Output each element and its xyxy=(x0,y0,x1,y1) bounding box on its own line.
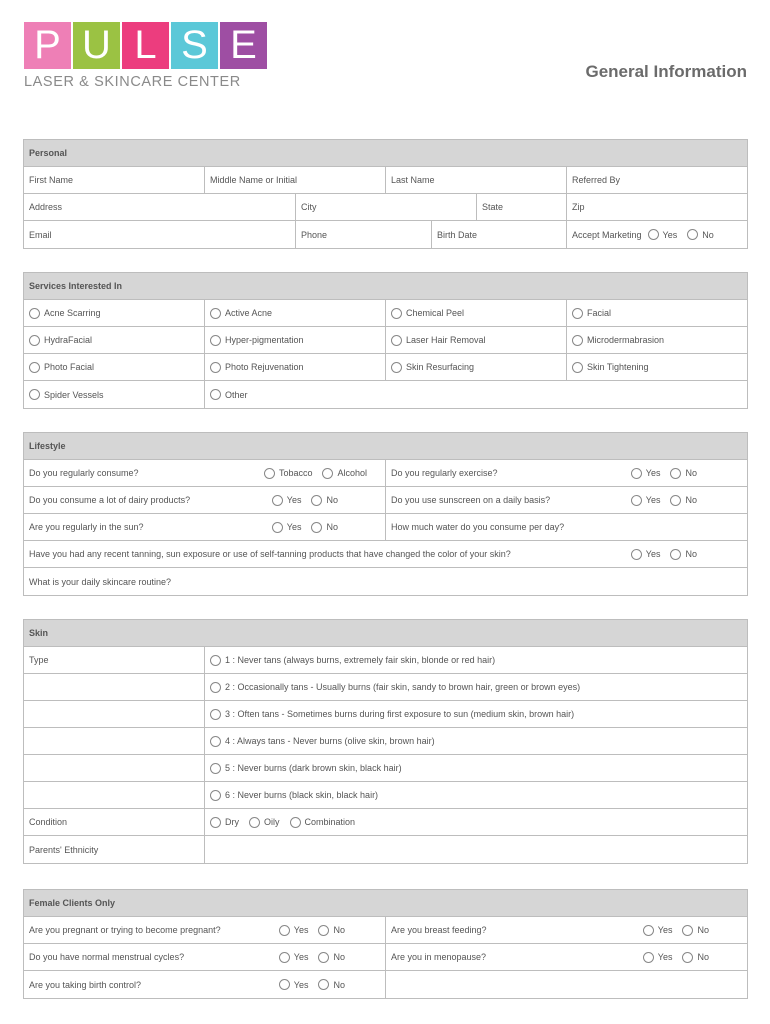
radio-icon xyxy=(279,952,290,963)
service-label: Facial xyxy=(587,308,612,318)
option-label: No xyxy=(333,979,345,990)
question-label: Do you consume a lot of dairy products? xyxy=(29,495,191,505)
radio-icon xyxy=(210,362,221,373)
logo xyxy=(24,22,267,90)
no-option[interactable] xyxy=(682,925,709,936)
radio-icon xyxy=(391,335,402,346)
radio-icon xyxy=(643,925,654,936)
menstrual-question xyxy=(24,944,386,970)
option-label: No xyxy=(702,229,714,240)
services-row xyxy=(24,354,747,381)
yes-option[interactable] xyxy=(272,495,302,506)
yes-option[interactable] xyxy=(631,468,661,479)
radio-icon xyxy=(311,522,322,533)
radio-icon xyxy=(318,925,329,936)
lifestyle-row xyxy=(24,514,747,541)
radio-icon xyxy=(29,362,40,373)
service-active-acne[interactable] xyxy=(205,300,386,326)
yes-option[interactable] xyxy=(643,925,673,936)
radio-icon xyxy=(682,952,693,963)
ethnicity-label: Parents' Ethnicity xyxy=(29,844,99,855)
radio-icon xyxy=(670,468,681,479)
alcohol-option[interactable] xyxy=(322,468,367,479)
option-label: No xyxy=(326,522,338,532)
yes-option[interactable] xyxy=(279,952,309,963)
option-label: No xyxy=(685,495,697,505)
radio-icon xyxy=(643,952,654,963)
no-option[interactable] xyxy=(318,925,345,936)
option-label: 5 : Never burns (dark brown skin, black hair) xyxy=(225,763,402,773)
skin-type-1-option[interactable] xyxy=(205,647,747,673)
option-label: 2 : Occasionally tans - Usually burns (fair skin, sandy to brown hair, green or brown eyes) xyxy=(225,682,581,692)
option-label: Yes xyxy=(645,468,661,478)
empty-cell xyxy=(24,782,205,808)
radio-icon xyxy=(210,389,221,400)
services-row xyxy=(24,381,747,408)
birth-date-field[interactable] xyxy=(432,221,567,248)
yes-option[interactable] xyxy=(272,522,302,533)
service-hydrafacial[interactable] xyxy=(24,327,205,353)
type-label-cell xyxy=(24,647,205,673)
lifestyle-section xyxy=(23,432,748,596)
radio-icon xyxy=(631,549,642,560)
option-label: Yes xyxy=(657,925,673,935)
oily-option[interactable] xyxy=(249,817,280,828)
no-option[interactable] xyxy=(311,522,338,533)
ethnicity-field[interactable] xyxy=(205,836,747,863)
radio-icon xyxy=(210,763,221,774)
first-name-label: First Name xyxy=(29,175,74,185)
services-row xyxy=(24,300,747,327)
radio-icon xyxy=(670,495,681,506)
logo-letter-e: E xyxy=(220,22,267,69)
birth-date-label: Birth Date xyxy=(437,229,478,240)
service-other[interactable] xyxy=(205,381,747,408)
option-label: Yes xyxy=(293,925,309,935)
accept-marketing-field xyxy=(567,221,747,248)
question-label: Are you taking birth control? xyxy=(29,979,142,990)
radio-icon xyxy=(210,817,221,828)
radio-icon xyxy=(210,655,221,666)
marketing-yes-option[interactable] xyxy=(648,229,678,240)
combination-option[interactable] xyxy=(290,817,356,828)
city-field[interactable] xyxy=(296,194,477,220)
radio-icon xyxy=(311,495,322,506)
service-skin-tightening[interactable] xyxy=(567,354,747,380)
referred-by-field[interactable] xyxy=(567,167,747,193)
logo-letter-u: U xyxy=(73,22,120,69)
female-section xyxy=(23,889,748,999)
service-spider-vessels[interactable] xyxy=(24,381,205,408)
email-label: Email xyxy=(29,229,52,240)
services-row xyxy=(24,327,747,354)
no-option[interactable] xyxy=(670,549,697,560)
radio-icon xyxy=(272,495,283,506)
question-label: What is your daily skincare routine? xyxy=(29,576,172,587)
radio-icon xyxy=(391,362,402,373)
skin-type-row xyxy=(24,701,747,728)
question-label: Do you have normal menstrual cycles? xyxy=(29,952,185,962)
yes-option[interactable] xyxy=(631,549,661,560)
logo-letter-p: P xyxy=(24,22,71,69)
service-microdermabrasion[interactable] xyxy=(567,327,747,353)
service-label: Laser Hair Removal xyxy=(406,335,486,345)
question-label: Do you use sunscreen on a daily basis? xyxy=(391,495,551,505)
option-label: No xyxy=(326,495,338,505)
skin-type-6-option[interactable] xyxy=(205,782,747,808)
option-label: Yes xyxy=(645,495,661,505)
option-label: 3 : Often tans - Sometimes burns during first exposure to sun (medium skin, brown hair) xyxy=(225,709,575,719)
skin-ethnicity-row xyxy=(24,836,747,863)
option-label: Yes xyxy=(286,495,302,505)
radio-icon xyxy=(210,308,221,319)
service-label: Microdermabrasion xyxy=(587,335,665,345)
sun-question xyxy=(24,514,386,540)
logo-letters xyxy=(24,22,267,69)
radio-icon xyxy=(279,925,290,936)
radio-icon xyxy=(264,468,275,479)
logo-letter-s: S xyxy=(171,22,218,69)
skin-type-4-option[interactable] xyxy=(205,728,747,754)
personal-row-3 xyxy=(24,221,747,248)
last-name-label: Last Name xyxy=(391,175,435,185)
service-laser-hair-removal[interactable] xyxy=(386,327,567,353)
phone-field[interactable] xyxy=(296,221,432,248)
service-label: Active Acne xyxy=(225,308,273,318)
radio-icon xyxy=(210,709,221,720)
address-field[interactable] xyxy=(24,194,296,220)
option-label: 6 : Never burns (black skin, black hair) xyxy=(225,790,379,800)
question-label: Do you regularly exercise? xyxy=(391,468,498,478)
empty-cell xyxy=(24,728,205,754)
services-header: Services Interested In xyxy=(24,273,747,300)
radio-icon xyxy=(687,229,698,240)
service-label: Skin Resurfacing xyxy=(406,362,475,372)
pregnant-question xyxy=(24,917,386,943)
female-header: Female Clients Only xyxy=(24,890,747,917)
radio-icon xyxy=(210,736,221,747)
zip-field[interactable] xyxy=(567,194,747,220)
city-label: City xyxy=(301,202,317,212)
radio-icon xyxy=(648,229,659,240)
radio-icon xyxy=(210,335,221,346)
personal-section xyxy=(23,139,748,249)
option-label: Yes xyxy=(662,229,678,240)
sunscreen-question xyxy=(386,487,747,513)
skin-type-row xyxy=(24,728,747,755)
state-field[interactable] xyxy=(477,194,567,220)
type-label: Type xyxy=(29,655,49,665)
last-name-field[interactable] xyxy=(386,167,567,193)
option-label: 4 : Always tans - Never burns (olive skin, brown hair) xyxy=(225,736,435,746)
radio-icon xyxy=(290,817,301,828)
service-label: Hyper-pigmentation xyxy=(225,335,304,345)
no-option[interactable] xyxy=(682,952,709,963)
phone-label: Phone xyxy=(301,229,328,240)
no-option[interactable] xyxy=(670,495,697,506)
radio-icon xyxy=(670,549,681,560)
skin-type-5-option[interactable] xyxy=(205,755,747,781)
personal-row-2 xyxy=(24,194,747,221)
no-option[interactable] xyxy=(311,495,338,506)
radio-icon xyxy=(631,495,642,506)
service-photo-rejuvenation[interactable] xyxy=(205,354,386,380)
email-field[interactable] xyxy=(24,221,296,248)
page-title: General Information xyxy=(585,62,747,81)
dry-option[interactable] xyxy=(210,817,239,828)
option-label: No xyxy=(685,468,697,478)
option-label: No xyxy=(697,952,709,962)
condition-label: Condition xyxy=(29,817,68,827)
service-skin-resurfacing[interactable] xyxy=(386,354,567,380)
question-label: Are you regularly in the sun? xyxy=(29,522,144,532)
skin-condition-row xyxy=(24,809,747,836)
lifestyle-row xyxy=(24,568,747,595)
option-label: No xyxy=(685,549,697,559)
radio-icon xyxy=(631,468,642,479)
option-label: Dry xyxy=(225,817,239,827)
referred-by-label: Referred By xyxy=(572,175,621,185)
zip-label: Zip xyxy=(572,202,585,212)
radio-icon xyxy=(210,682,221,693)
option-label: No xyxy=(697,925,709,935)
female-row xyxy=(24,917,747,944)
question-label: Are you breast feeding? xyxy=(391,925,487,935)
option-label: Yes xyxy=(293,952,309,962)
option-label: Oily xyxy=(264,817,280,827)
logo-letter-l: L xyxy=(122,22,169,69)
no-option[interactable] xyxy=(670,468,697,479)
service-facial[interactable] xyxy=(567,300,747,326)
routine-question[interactable] xyxy=(24,568,747,595)
ethnicity-label-cell xyxy=(24,836,205,863)
logo-subtitle: LASER & SKINCARE CENTER xyxy=(24,74,241,90)
service-label: Skin Tightening xyxy=(587,362,649,372)
radio-icon xyxy=(29,335,40,346)
yes-option[interactable] xyxy=(279,979,309,990)
dairy-question xyxy=(24,487,386,513)
breastfeeding-question xyxy=(386,917,747,943)
radio-icon xyxy=(682,925,693,936)
personal-header: Personal xyxy=(24,140,747,167)
tobacco-option[interactable] xyxy=(264,468,313,479)
option-label: Alcohol xyxy=(337,468,367,478)
skin-type-row xyxy=(24,674,747,701)
radio-icon xyxy=(318,979,329,990)
middle-name-label: Middle Name or Initial xyxy=(210,175,298,185)
lifestyle-header: Lifestyle xyxy=(24,433,747,460)
accept-marketing-label: Accept Marketing xyxy=(572,229,642,240)
radio-icon xyxy=(572,308,583,319)
marketing-no-option[interactable] xyxy=(687,229,714,240)
question-label: Are you pregnant or trying to become pregnant? xyxy=(29,925,221,935)
personal-row-1 xyxy=(24,167,747,194)
service-label: Chemical Peel xyxy=(406,308,465,318)
radio-icon xyxy=(318,952,329,963)
condition-label-cell xyxy=(24,809,205,835)
first-name-field[interactable] xyxy=(24,167,205,193)
question-label: How much water do you consume per day? xyxy=(391,522,565,532)
lifestyle-row xyxy=(24,541,747,568)
radio-icon xyxy=(249,817,260,828)
empty-cell xyxy=(24,755,205,781)
empty-cell xyxy=(24,674,205,700)
exercise-question xyxy=(386,460,747,486)
empty-cell xyxy=(386,971,747,998)
option-label: 1 : Never tans (always burns, extremely fair skin, blonde or red hair) xyxy=(225,655,496,665)
service-label: HydraFacial xyxy=(44,335,93,345)
address-label: Address xyxy=(29,202,63,212)
state-label: State xyxy=(482,202,504,212)
service-label: Other xyxy=(225,389,248,400)
radio-icon xyxy=(210,790,221,801)
option-label: No xyxy=(333,952,345,962)
question-label: Do you regularly consume? xyxy=(29,468,139,478)
lifestyle-row xyxy=(24,460,747,487)
no-option[interactable] xyxy=(318,979,345,990)
option-label: Yes xyxy=(293,979,309,990)
menopause-question xyxy=(386,944,747,970)
service-chemical-peel[interactable] xyxy=(386,300,567,326)
service-photo-facial[interactable] xyxy=(24,354,205,380)
skin-type-row xyxy=(24,647,747,674)
option-label: Yes xyxy=(645,549,661,559)
radio-icon xyxy=(279,979,290,990)
radio-icon xyxy=(29,308,40,319)
skin-type-row xyxy=(24,782,747,809)
service-label: Acne Scarring xyxy=(44,308,101,318)
option-label: Combination xyxy=(304,817,356,827)
service-label: Photo Facial xyxy=(44,362,95,372)
service-label: Spider Vessels xyxy=(44,389,104,400)
skin-type-3-option[interactable] xyxy=(205,701,747,727)
condition-options xyxy=(205,809,747,835)
skin-type-2-option[interactable] xyxy=(205,674,747,700)
skin-type-row xyxy=(24,755,747,782)
middle-name-field[interactable] xyxy=(205,167,386,193)
option-label: Yes xyxy=(657,952,673,962)
services-section xyxy=(23,272,748,409)
yes-option[interactable] xyxy=(631,495,661,506)
skin-section xyxy=(23,619,748,864)
service-label: Photo Rejuvenation xyxy=(225,362,304,372)
female-row xyxy=(24,971,747,998)
radio-icon xyxy=(272,522,283,533)
yes-option[interactable] xyxy=(643,952,673,963)
consume-question xyxy=(24,460,386,486)
water-question[interactable] xyxy=(386,514,747,540)
radio-icon xyxy=(29,389,40,400)
service-acne-scarring[interactable] xyxy=(24,300,205,326)
tanning-question xyxy=(24,541,747,567)
service-hyper-pigmentation[interactable] xyxy=(205,327,386,353)
skin-header: Skin xyxy=(24,620,747,647)
option-label: No xyxy=(333,925,345,935)
no-option[interactable] xyxy=(318,952,345,963)
radio-icon xyxy=(322,468,333,479)
radio-icon xyxy=(572,335,583,346)
option-label: Tobacco xyxy=(278,468,313,478)
question-label: Have you had any recent tanning, sun exposure or use of self-tanning products that have changed the color of your skin? xyxy=(29,549,511,559)
yes-option[interactable] xyxy=(279,925,309,936)
question-label: Are you in menopause? xyxy=(391,952,487,962)
lifestyle-row xyxy=(24,487,747,514)
option-label: Yes xyxy=(286,522,302,532)
birth-control-question xyxy=(24,971,386,998)
empty-cell xyxy=(24,701,205,727)
radio-icon xyxy=(391,308,402,319)
radio-icon xyxy=(572,362,583,373)
female-row xyxy=(24,944,747,971)
